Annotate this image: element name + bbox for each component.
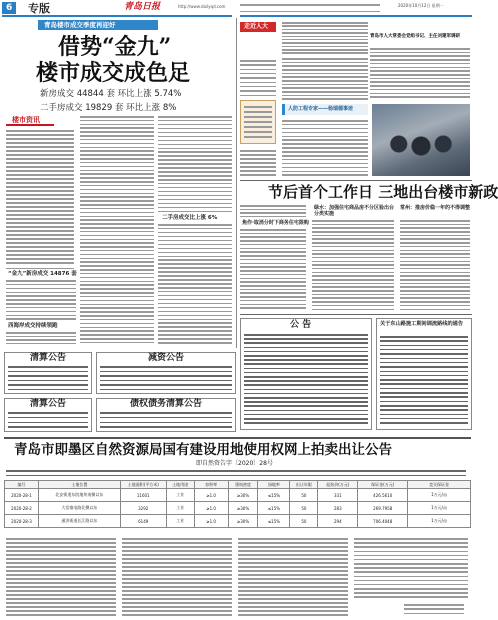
main-body-col-1 bbox=[6, 538, 116, 616]
main-body-col-3 bbox=[238, 538, 348, 616]
issue-date: 2020年10月12日 星期一 bbox=[398, 3, 444, 8]
right-divider-2 bbox=[240, 314, 472, 315]
notice-title-2: 减资公告 bbox=[148, 353, 185, 363]
th-green: 绿地率 bbox=[258, 481, 290, 489]
left-subtitle-3: 二手房成交比上涨 6% bbox=[162, 215, 218, 221]
cell-area: 6149 bbox=[120, 515, 166, 528]
right-mid-headline: 人防工程专家——杨瑞德事迹 bbox=[288, 106, 354, 112]
th-deposit: 保证金(万元) bbox=[358, 481, 408, 489]
main-notice-intro bbox=[6, 470, 466, 476]
th-far: 容积率 bbox=[194, 481, 228, 489]
right-col-3-text bbox=[400, 220, 470, 310]
cell-id: 2020-28-2 bbox=[5, 502, 39, 515]
notice-text-1 bbox=[8, 366, 88, 390]
right-top-text bbox=[370, 48, 470, 98]
header-rule-right bbox=[240, 15, 472, 17]
notice-title-5: 清算公告 bbox=[30, 399, 67, 409]
right-sub-1: 焦作·取消分时下商务住宅限购 bbox=[242, 220, 309, 226]
page-number: 6 bbox=[6, 3, 13, 13]
right-headline: 节后首个工作日 三地出台楼市新政 bbox=[268, 183, 498, 201]
cell-density: ≥30% bbox=[228, 515, 258, 528]
right-lead-2: 常州：推房价稳一年的不得调整 bbox=[400, 205, 471, 211]
cell-density: ≥30% bbox=[228, 489, 258, 502]
main-notice-top-rule bbox=[4, 437, 471, 439]
table-row bbox=[5, 502, 471, 515]
cell-green: ≤15% bbox=[258, 515, 290, 528]
cell-density: ≥30% bbox=[228, 502, 258, 515]
notice-title-6: 债权债务清算公告 bbox=[130, 399, 203, 409]
cell-green: ≤15% bbox=[258, 489, 290, 502]
th-density: 建筑密度 bbox=[228, 481, 258, 489]
left-col-1-text bbox=[6, 280, 76, 320]
left-subtitle-1: “金九”新房成交 14876 套 bbox=[8, 271, 77, 277]
cell-margin: 1万元/亩 bbox=[408, 502, 471, 515]
cell-deposit: 269.7958 bbox=[358, 502, 408, 515]
header-meta-text bbox=[240, 4, 380, 12]
newspaper-logo: 青岛日报 bbox=[124, 2, 161, 12]
right-col-1-text bbox=[240, 205, 306, 217]
main-notice-title: 青岛市即墨区自然资源局国有建设用地使用权网上拍卖出让公告 bbox=[14, 442, 392, 458]
land-parcel-table bbox=[4, 480, 471, 528]
left-col-3-text-2 bbox=[158, 224, 232, 344]
cell-far: ≥1.0 bbox=[194, 502, 228, 515]
left-subtitle-2: 西海岸成交持续领跑 bbox=[8, 323, 58, 329]
right-banner-text: 走近人大 bbox=[244, 23, 269, 30]
site-url[interactable]: http://www.dailyqd.com bbox=[178, 4, 226, 9]
th-margin: 竞买保证金 bbox=[408, 481, 471, 489]
th-id: 编号 bbox=[5, 481, 39, 489]
cell-price: 331 bbox=[318, 489, 358, 502]
th-location: 土地位置 bbox=[38, 481, 120, 489]
right-lead-1: 绿水：加强住宅商品房不分区验出台分类实施 bbox=[314, 205, 395, 218]
right-col-b bbox=[282, 58, 368, 100]
cell-green: ≤15% bbox=[258, 502, 290, 515]
th-years: 出让年限 bbox=[290, 481, 318, 489]
right-mid-text bbox=[282, 120, 368, 176]
left-headline-2: 楼市成交成色足 bbox=[36, 60, 191, 86]
center-gutter bbox=[236, 18, 237, 348]
left-subhead-2: 二手房成交 19829 套 环比上涨 8% bbox=[40, 103, 177, 113]
left-col-2-text bbox=[80, 116, 154, 344]
table-header-row bbox=[5, 481, 471, 489]
sidebar-body bbox=[6, 130, 74, 264]
cell-price: 283 bbox=[318, 502, 358, 515]
right-divider-1 bbox=[240, 180, 472, 181]
right-col-1-text-2 bbox=[240, 229, 306, 309]
right-lead-text bbox=[282, 22, 368, 54]
cell-use: 工业 bbox=[166, 515, 194, 528]
cell-years: 50 bbox=[290, 502, 318, 515]
right-sidebar-text bbox=[240, 150, 276, 176]
cell-location: 大信镇电路北侧以东 bbox=[38, 502, 120, 515]
main-notice-subtitle: 即自然资告字〔2020〕28号 bbox=[196, 460, 273, 467]
notice-title-4: 关于东山路施工期间调流路线的通告 bbox=[380, 321, 464, 327]
left-headline-1: 借势“金九” bbox=[58, 34, 172, 60]
right-col-a bbox=[240, 60, 276, 96]
left-banner-text: 青岛楼市成交季度再迎好 bbox=[44, 21, 116, 29]
main-body-col-4 bbox=[354, 538, 468, 598]
notice-text-4 bbox=[380, 336, 468, 424]
cell-far: ≥1.0 bbox=[194, 489, 228, 502]
table-row bbox=[5, 489, 471, 502]
cell-use: 工业 bbox=[166, 489, 194, 502]
cell-years: 50 bbox=[290, 489, 318, 502]
right-photo-figures bbox=[384, 128, 458, 168]
cell-area: 3292 bbox=[120, 502, 166, 515]
cell-margin: 1万元/亩 bbox=[408, 489, 471, 502]
left-col-3-text bbox=[158, 116, 232, 212]
right-col-2-text bbox=[312, 220, 394, 310]
notice-title-1: 清算公告 bbox=[30, 353, 67, 363]
sidebar-divider bbox=[6, 268, 74, 269]
notice-text-5 bbox=[8, 412, 88, 428]
th-use: 土地用途 bbox=[166, 481, 194, 489]
cell-far: ≥1.0 bbox=[194, 515, 228, 528]
cell-price: 294 bbox=[318, 515, 358, 528]
th-price: 起始价(万元) bbox=[318, 481, 358, 489]
th-area: 土地面积(平方米) bbox=[120, 481, 166, 489]
cell-use: 工业 bbox=[166, 502, 194, 515]
cell-area: 11601 bbox=[120, 489, 166, 502]
cell-id: 2020-28-3 bbox=[5, 515, 39, 528]
cell-deposit: 706.4048 bbox=[358, 515, 408, 528]
right-sidebar-box-text bbox=[244, 106, 272, 138]
cell-years: 50 bbox=[290, 515, 318, 528]
left-col-1-text-2 bbox=[6, 332, 76, 344]
cell-deposit: 426.5610 bbox=[358, 489, 408, 502]
notice-text-2 bbox=[100, 366, 232, 390]
notice-title-3: 公 告 bbox=[290, 320, 312, 330]
cell-id: 2020-28-1 bbox=[5, 489, 39, 502]
cell-location: 通济街道长江路以东 bbox=[38, 515, 120, 528]
right-top-headline: 青岛市人大常委会党组书记、主任刘建军调研 bbox=[370, 34, 460, 39]
cell-location: 北安街道东院地块南侧以东 bbox=[38, 489, 120, 502]
main-body-col-2 bbox=[122, 538, 232, 616]
left-subhead-1: 新房成交 44844 套 环比上涨 5.74% bbox=[40, 89, 182, 99]
cell-margin: 1万元/亩 bbox=[408, 515, 471, 528]
table-row bbox=[5, 515, 471, 528]
main-signature bbox=[404, 604, 464, 614]
notice-text-3 bbox=[244, 334, 368, 424]
header-rule-left bbox=[2, 15, 232, 17]
section-title: 专版 bbox=[28, 2, 50, 15]
sidebar-tag-text: 楼市资讯 bbox=[12, 116, 40, 124]
notice-text-6 bbox=[100, 412, 232, 428]
